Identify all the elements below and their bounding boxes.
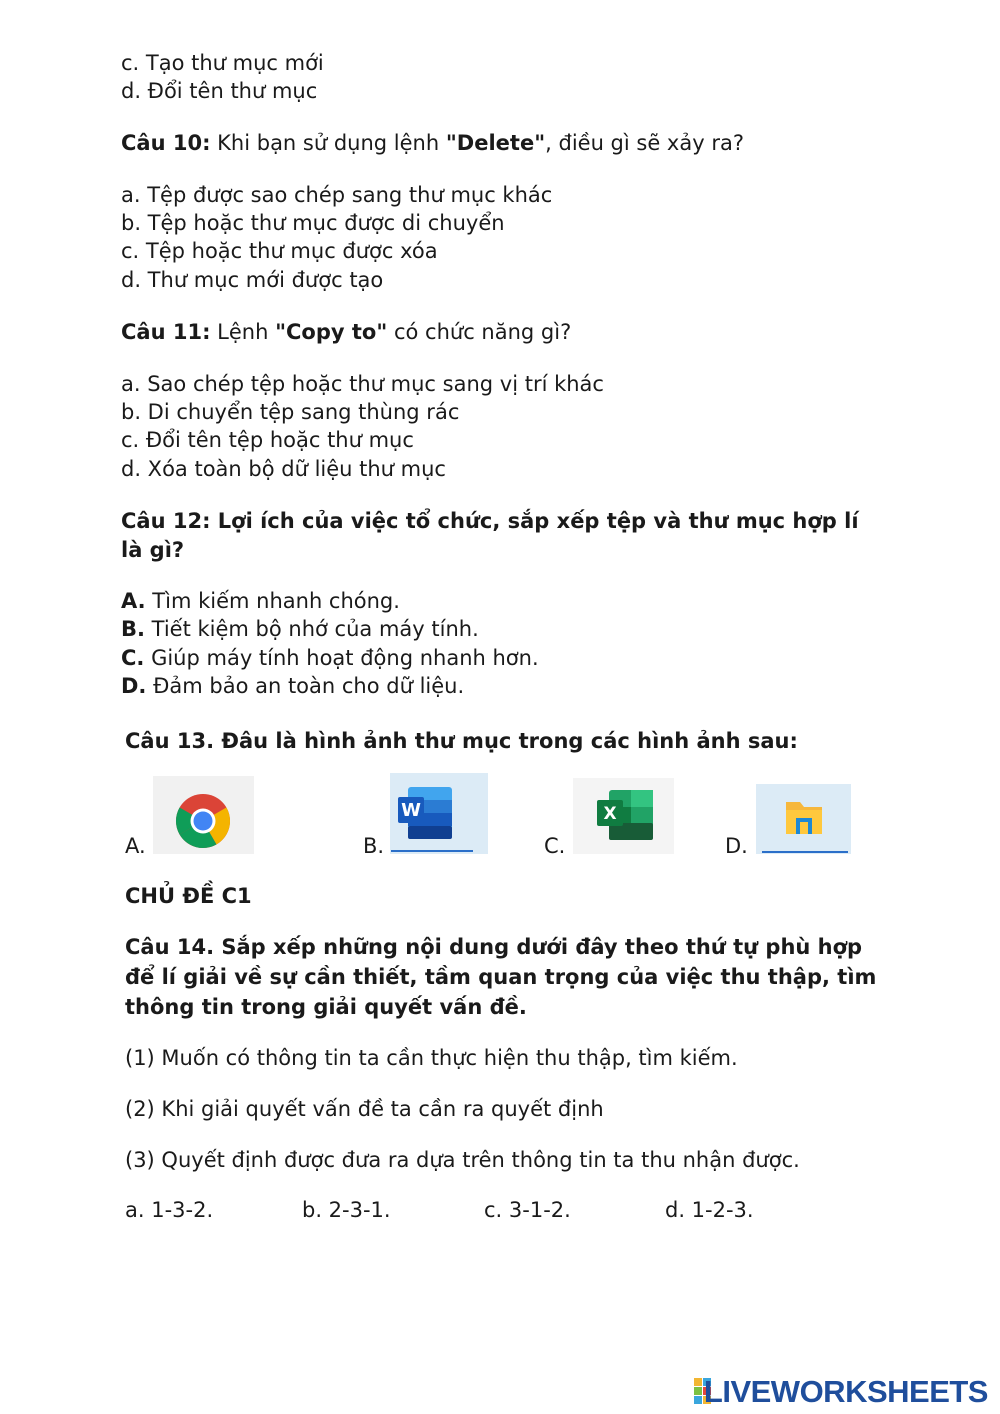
- q12-option-c-text: Giúp máy tính hoạt động nhanh hơn.: [144, 646, 539, 670]
- q11-text-post: có chức năng gì?: [387, 320, 572, 344]
- q14-statement-2: (2) Khi giải quyết vấn đề ta cần ra quyết định: [125, 1097, 604, 1121]
- q12-question-line2: là gì?: [121, 538, 185, 562]
- q11-option-d[interactable]: d. Xóa toàn bộ dữ liệu thư mục: [121, 457, 446, 481]
- q14-statement-3: (3) Quyết định được đưa ra dựa trên thông tin ta thu nhận được.: [125, 1148, 800, 1172]
- q12-option-a-key: A.: [121, 589, 146, 613]
- q14-option-a[interactable]: a. 1-3-2.: [125, 1198, 214, 1222]
- q13-option-c-label[interactable]: C.: [544, 834, 566, 858]
- q14-option-c[interactable]: c. 3-1-2.: [484, 1198, 571, 1222]
- q11-option-b[interactable]: b. Di chuyển tệp sang thùng rác: [121, 400, 460, 424]
- q12-option-c[interactable]: [121, 644, 539, 672]
- q10-option-b[interactable]: b. Tệp hoặc thư mục được di chuyển: [121, 211, 505, 235]
- q12-option-b-key: B.: [121, 617, 145, 641]
- q12-question-line1: Câu 12: Lợi ích của việc tổ chức, sắp xếp tệp và thư mục hợp lí: [121, 509, 859, 533]
- q10-option-d[interactable]: d. Thư mục mới được tạo: [121, 268, 384, 292]
- q14-question-line1: Câu 14. Sắp xếp những nội dung dưới đây theo thứ tự phù hợp: [125, 935, 863, 959]
- q12-option-d[interactable]: [121, 672, 464, 700]
- q12-option-b-text: Tiết kiệm bộ nhớ của máy tính.: [144, 617, 479, 641]
- q14-option-b[interactable]: b. 2-3-1.: [302, 1198, 391, 1222]
- q13-question: Câu 13. Đâu là hình ảnh thư mục trong các hình ảnh sau:: [125, 729, 798, 753]
- q11-option-a[interactable]: a. Sao chép tệp hoặc thư mục sang vị trí khác: [121, 372, 604, 396]
- topic-heading: CHỦ ĐỀ C1: [125, 884, 252, 908]
- q10-label: Câu 10:: [121, 131, 211, 155]
- q10-question: [121, 129, 744, 157]
- q10-option-c[interactable]: c. Tệp hoặc thư mục được xóa: [121, 239, 438, 263]
- q12-option-d-key: D.: [121, 674, 147, 698]
- q14-question-line3: thông tin trong giải quyết vấn đề.: [125, 995, 527, 1019]
- liveworksheets-brand[interactable]: LIVEWORKSHEETS: [703, 1374, 988, 1409]
- q12-option-a-text: Tìm kiếm nhanh chóng.: [145, 589, 400, 613]
- q11-option-c[interactable]: c. Đổi tên tệp hoặc thư mục: [121, 428, 414, 452]
- q10-option-a[interactable]: a. Tệp được sao chép sang thư mục khác: [121, 183, 553, 207]
- q9-option-d[interactable]: d. Đổi tên thư mục: [121, 79, 318, 103]
- q12-option-d-text: Đảm bảo an toàn cho dữ liệu.: [146, 674, 465, 698]
- file-explorer-folder-icon[interactable]: [756, 784, 851, 854]
- q11-text-pre: Lệnh: [210, 320, 276, 344]
- q12-option-a[interactable]: [121, 587, 400, 615]
- word-icon[interactable]: [390, 773, 488, 854]
- q13-option-b-label[interactable]: B.: [363, 834, 385, 858]
- q11-command: "Copy to": [275, 320, 388, 344]
- excel-icon[interactable]: [573, 778, 674, 854]
- q14-option-d[interactable]: d. 1-2-3.: [665, 1198, 754, 1222]
- q11-label: Câu 11:: [121, 320, 211, 344]
- q13-option-a-label[interactable]: A.: [125, 834, 146, 858]
- q12-option-b[interactable]: [121, 615, 479, 643]
- q9-option-c[interactable]: c. Tạo thư mục mới: [121, 51, 324, 75]
- q13-option-d-label[interactable]: D.: [725, 834, 748, 858]
- q12-option-c-key: C.: [121, 646, 145, 670]
- q10-text-post: , điều gì sẽ xảy ra?: [545, 131, 744, 155]
- q10-text-pre: Khi bạn sử dụng lệnh: [210, 131, 446, 155]
- svg-text:W: W: [401, 800, 421, 821]
- chrome-icon[interactable]: [153, 776, 254, 854]
- q10-command: "Delete": [445, 131, 546, 155]
- svg-text:X: X: [603, 804, 617, 824]
- q14-question-line2: để lí giải về sự cần thiết, tầm quan trọng của việc thu thập, tìm: [125, 965, 877, 989]
- q14-statement-1: (1) Muốn có thông tin ta cần thực hiện thu thập, tìm kiếm.: [125, 1046, 738, 1070]
- q11-question: [121, 318, 571, 346]
